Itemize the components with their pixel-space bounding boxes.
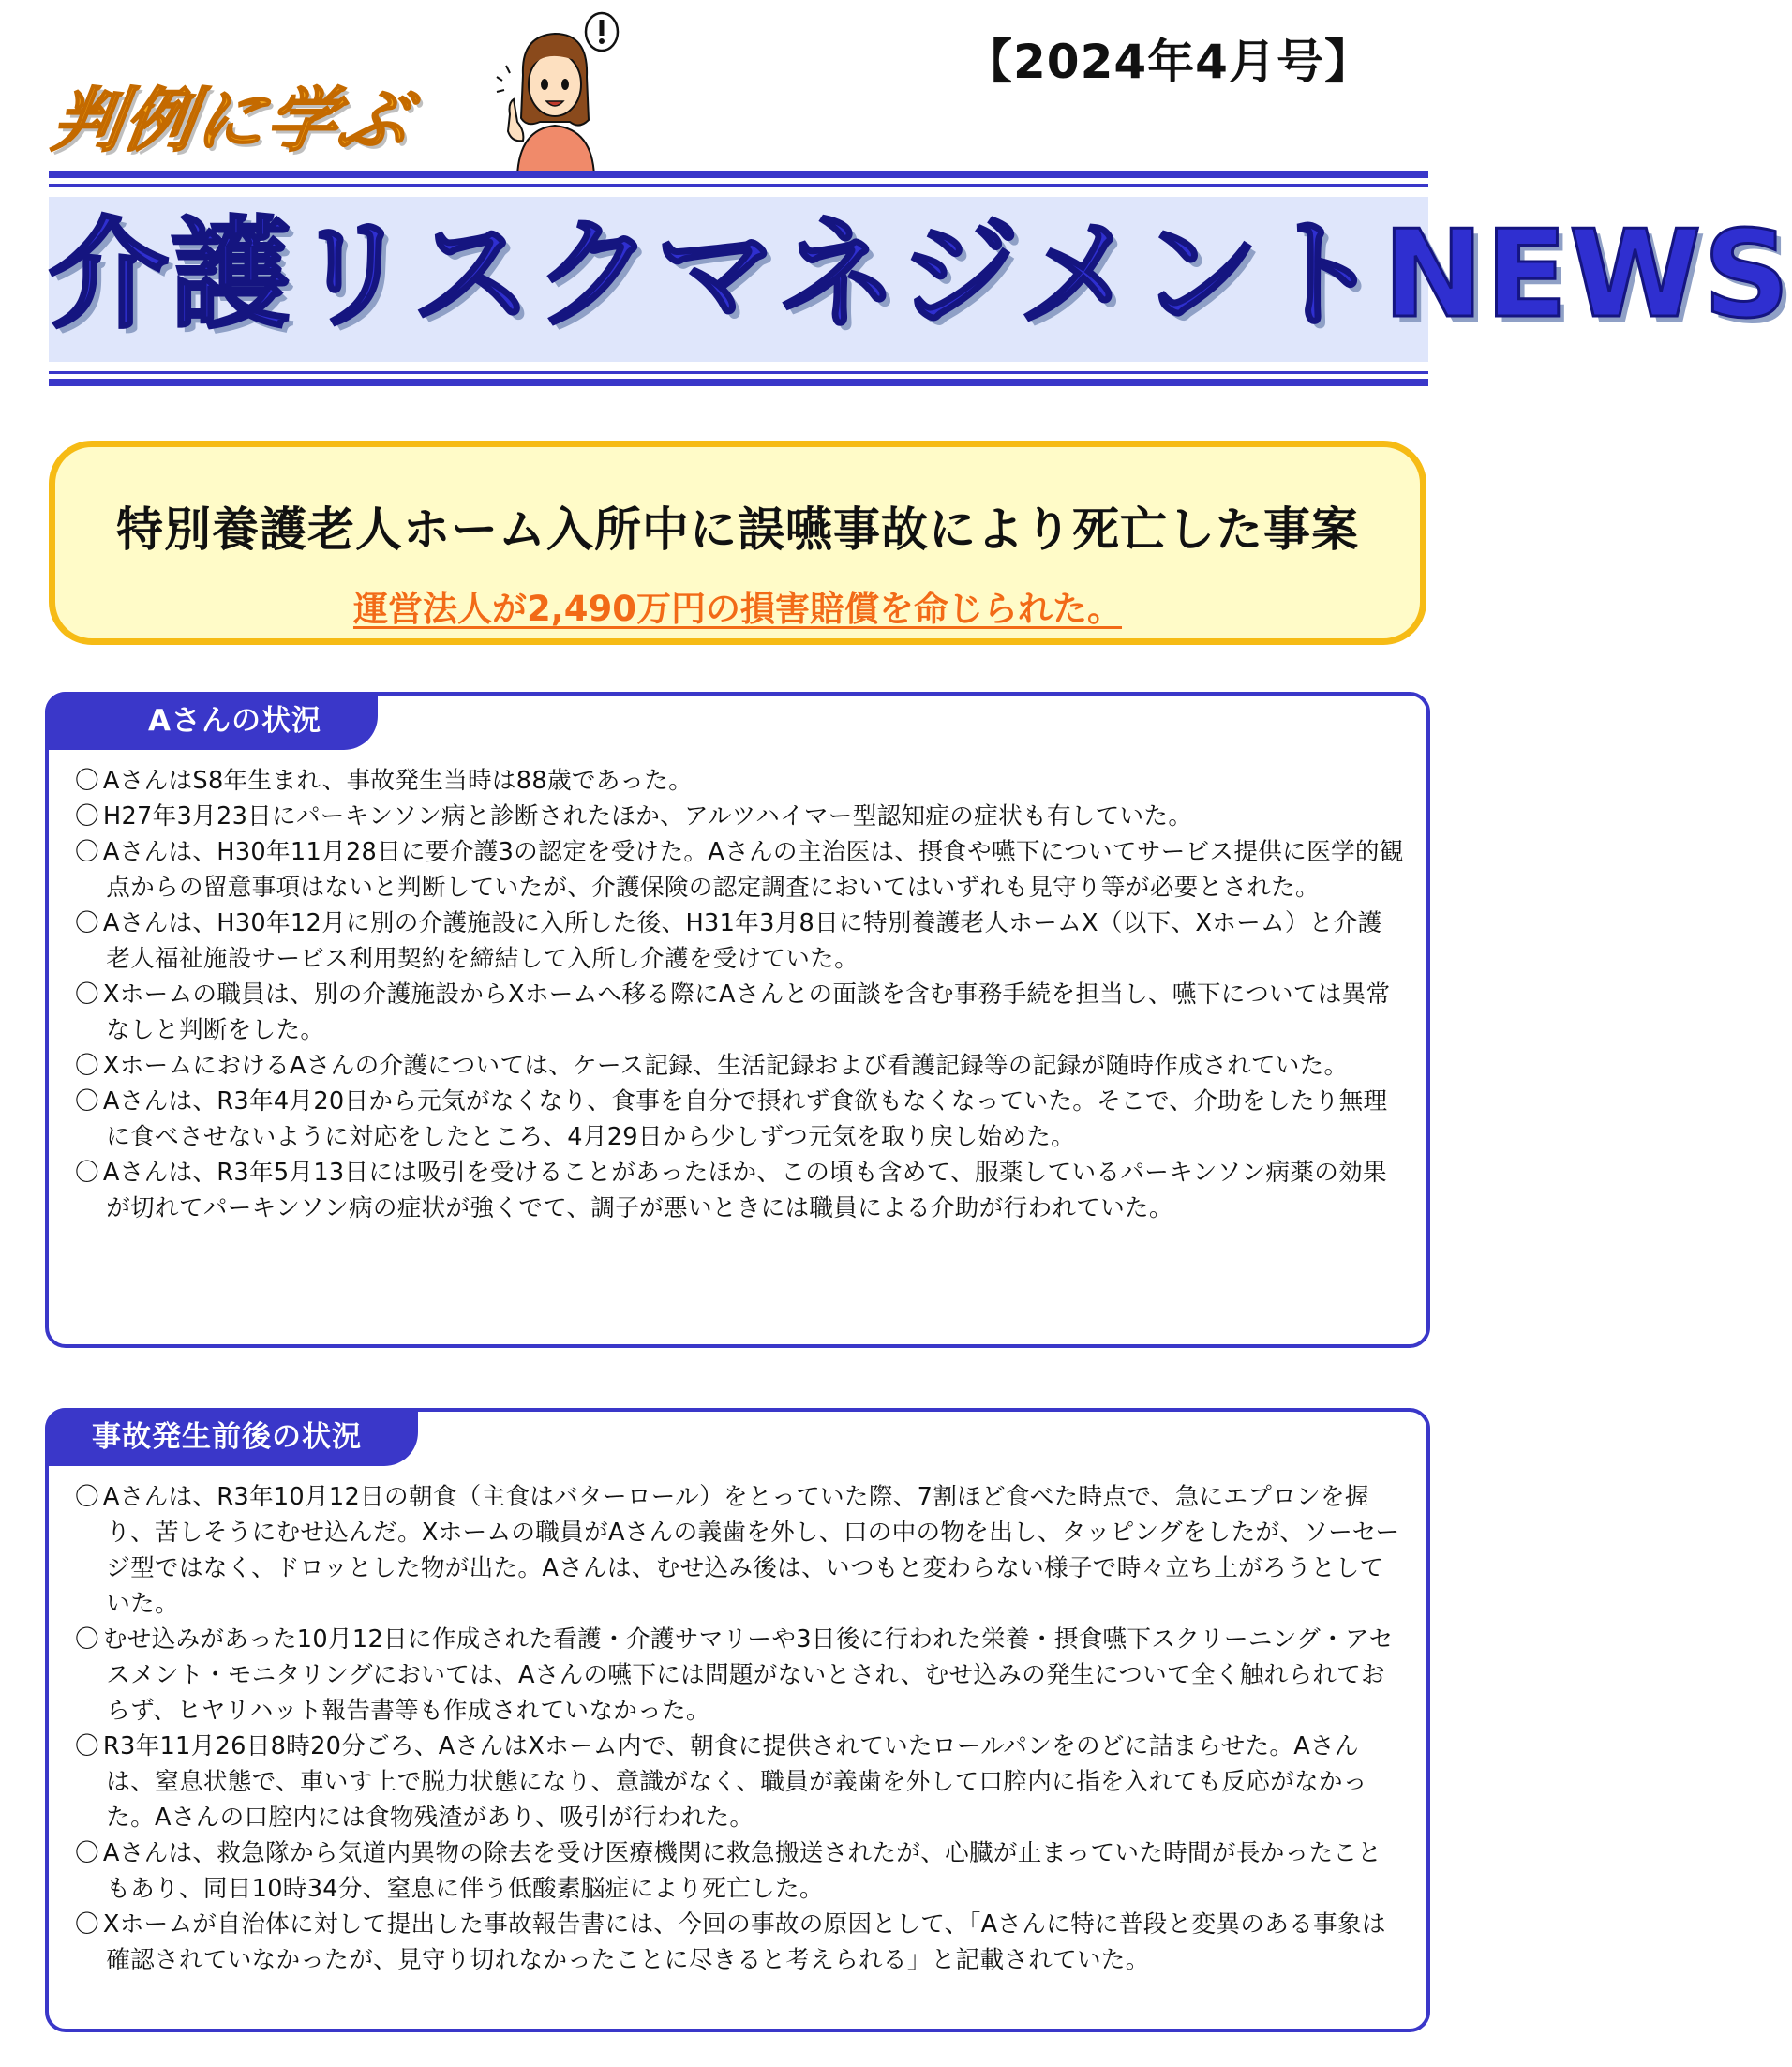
list-item: 〇 Xホームの職員は、別の介護施設からXホームへ移る際にAさんとの面談を含む事務手続を担当し、嚥下については異常なしと判断をした。 (75, 977, 1406, 1048)
situation-list (75, 763, 1406, 1226)
list-item: 〇 Aさんは、H30年12月に別の介護施設に入所した後、H31年3月8日に特別養護老人ホームX（以下、Xホーム）と介護老人福祉施設サービス利用契約を締結して入所し介護を受けていた。 (75, 906, 1406, 977)
title-rule-top (49, 171, 1428, 178)
newsletter-title: 介護リスクマネジメントNEWS (49, 205, 1792, 345)
list-item: 〇 むせ込みがあった10月12日に作成された看護・介護サマリーや3日後に行われた栄養・摂食嚥下スクリーニング・アセスメント・モニタリングにおいては、Aさんの嚥下には問題がないとされ、むせ込みの発生について全く触れられておらず、ヒヤリハット報告書等も作成されていなかった。 (75, 1622, 1406, 1729)
list-item: 〇 AさんはS8年生まれ、事故発生当時は88歳であった。 (75, 763, 1406, 799)
list-item: 〇 Aさんは、R3年10月12日の朝食（主食はバターロール）をとっていた際、7割ほど食べた時点で、急にエプロンを握り、苦しそうにむせ込んだ。Xホームの職員がAさんの義歯を外し、口の中の物を出し、タッピングをしたが、ソーセージ型ではなく、ドロッとした物が出た。Aさんは、むせ込み後は、いつもと変わらない様子で時々立ち上がろうとしていた。 (75, 1479, 1406, 1622)
section-heading: 事故発生前後の状況 (45, 1408, 418, 1466)
newsletter-title-band (49, 171, 1792, 388)
series-kicker: 判例に学ぶ (48, 81, 416, 161)
section-heading: Aさんの状況 (45, 692, 378, 750)
list-item: 〇 H27年3月23日にパーキンソン病と診断されたほか、アルツハイマー型認知症の症状も有していた。 (75, 799, 1406, 834)
list-item: 〇 Aさんは、H30年11月28日に要介護3の認定を受けた。Aさんの主治医は、摂食や嚥下についてサービス提供に医学的観点からの留意事項はないと判断していたが、介護保険の認定調査においてはいずれも見守り等が必要とされた。 (75, 834, 1406, 906)
headline-box (49, 441, 1426, 645)
title-rule-top-thin (49, 184, 1428, 187)
issue-date: 【2024年4月号】 (965, 35, 1372, 89)
title-rule-bottom-thin (49, 371, 1428, 374)
list-item: 〇 Aさんは、R3年5月13日には吸引を受けることがあったほか、この頃も含めて、服薬しているパーキンソン病薬の効果が切れてパーキンソン病の症状が強くでて、調子が悪いときには職員による介助が行われていた。 (75, 1155, 1406, 1226)
list-item: 〇 Xホームが自治体に対して提出した事故報告書には、今回の事故の原因として、「Aさんに特に普段と変異のある事象は確認されていなかったが、見守り切れなかったことに尽きると考えられる」と記載されていた。 (75, 1907, 1406, 1978)
title-rule-bottom (49, 379, 1428, 386)
accident-list (75, 1479, 1406, 1978)
list-item: 〇 R3年11月26日8時20分ごろ、AさんはXホーム内で、朝食に提供されていたロールパンをのどに詰まらせた。Aさんは、窒息状態で、車いす上で脱力状態になり、意識がなく、職員が義歯を外して口腔内に指を入れても反応がなかった。Aさんの口腔内には食物残渣があり、吸引が行われた。 (75, 1729, 1406, 1835)
list-item: 〇 Aさんは、救急隊から気道内異物の除去を受け医療機関に救急搬送されたが、心臓が止まっていた時間が長かったこともあり、同日10時34分、窒息に伴う低酸素脳症により死亡した。 (75, 1835, 1406, 1907)
headline-subtitle: 運営法人が2,490万円の損害賠償を命じられた。 (352, 589, 1123, 629)
section-situation-panel (45, 692, 1430, 1348)
headline-title: 特別養護老人ホーム入所中に誤嚥事故により死亡した事案 (116, 502, 1359, 557)
list-item: 〇 Aさんは、R3年4月20日から元気がなくなり、食事を自分で摂れず食欲もなくなっていた。そこで、介助をしたり無理に食べさせないように対応をしたところ、4月29日から少しずつ元気を取り戻し始めた。 (75, 1084, 1406, 1155)
section-accident-panel (45, 1408, 1430, 2032)
list-item: 〇 XホームにおけるAさんの介護については、ケース記録、生活記録および看護記録等の記録が随時作成されていた。 (75, 1048, 1406, 1084)
exclamation-bubble-icon (586, 13, 618, 51)
mascot-illustration (497, 9, 628, 176)
